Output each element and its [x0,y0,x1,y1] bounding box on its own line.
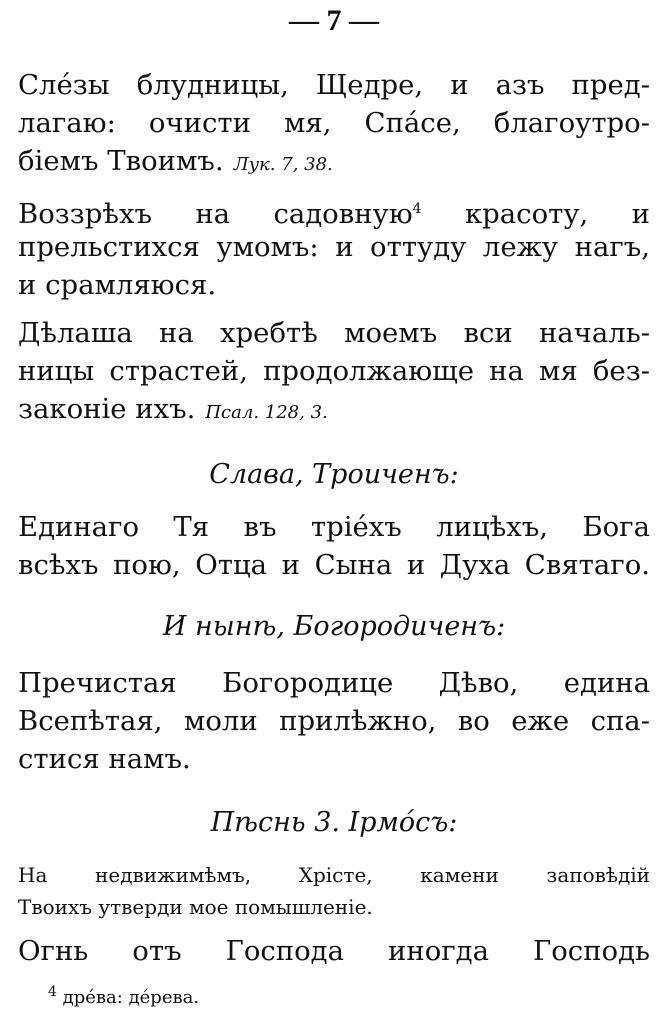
verse-1-line-1: Слéзы блудницы, Щедре, и азъ пред- [18,69,650,101]
verse-5-line-3: стися намъ. [18,743,191,775]
verse-2-line-2: прельстихся умомъ: и оттуду лежу нагъ, [18,231,650,263]
verse-2-text-b: красоту, и [464,198,650,231]
section-heading-ode: Пѣснь 3. Ірмóсъ: [210,807,458,838]
verse-4-line-1: Единаго Тя въ тріéхъ лицѣхъ, Бога [18,511,650,543]
verse-3-line-3 [18,392,650,430]
scripture-reference: Лук. 7, 38. [233,154,333,175]
verse-1-line-2: лагаю: очисти мя, Спáсе, благоутро- [18,107,650,139]
page-number: — 7 — [289,4,379,37]
verse-3-line-2: ницы страстей, продолжающе на мя без- [18,355,650,387]
scripture-reference: Псал. 128, 3. [205,402,328,423]
verse-2-line-1 [18,192,650,231]
verse-2-line-3: и срамляюся. [18,269,217,301]
footnote-text: дрéва: дéрева. [62,987,200,1008]
verse-5-line-2: Всепѣтая, моли прилѣжно, во еже спа- [18,705,650,737]
verse-3-line-1: Дѣлаша на хребтѣ моемъ вси началь- [18,317,650,349]
section-heading-theotokion: И нынѣ, Богородиченъ: [162,611,506,642]
footnote-mark: 4 [48,984,57,1000]
verse-1-line-3 [18,144,650,182]
verse-1-text: біемъ Твоимъ. [18,145,224,177]
irmos-line-1: На недвижимѣмъ, Хрісте, камени заповѣдій [18,863,650,887]
footnote-marker: 4 [412,201,422,217]
verse-5-line-1: Пречистая Богородице Дѣво, едина [18,667,650,699]
footnote [48,984,199,1008]
verse-2-text-a: Воззрѣхъ на садовную [18,198,413,231]
section-heading-glory: Слава, Троиченъ: [209,459,459,490]
verse-7-line-1: Огнь отъ Господа иногда Господь [18,935,650,967]
verse-3-text: законіе ихъ. [18,393,196,425]
verse-4-line-2: всѣхъ пою, Отца и Сына и Духа Святаго. [18,549,650,581]
irmos-line-2: Твоихъ утверди мое помышленіе. [18,895,373,919]
